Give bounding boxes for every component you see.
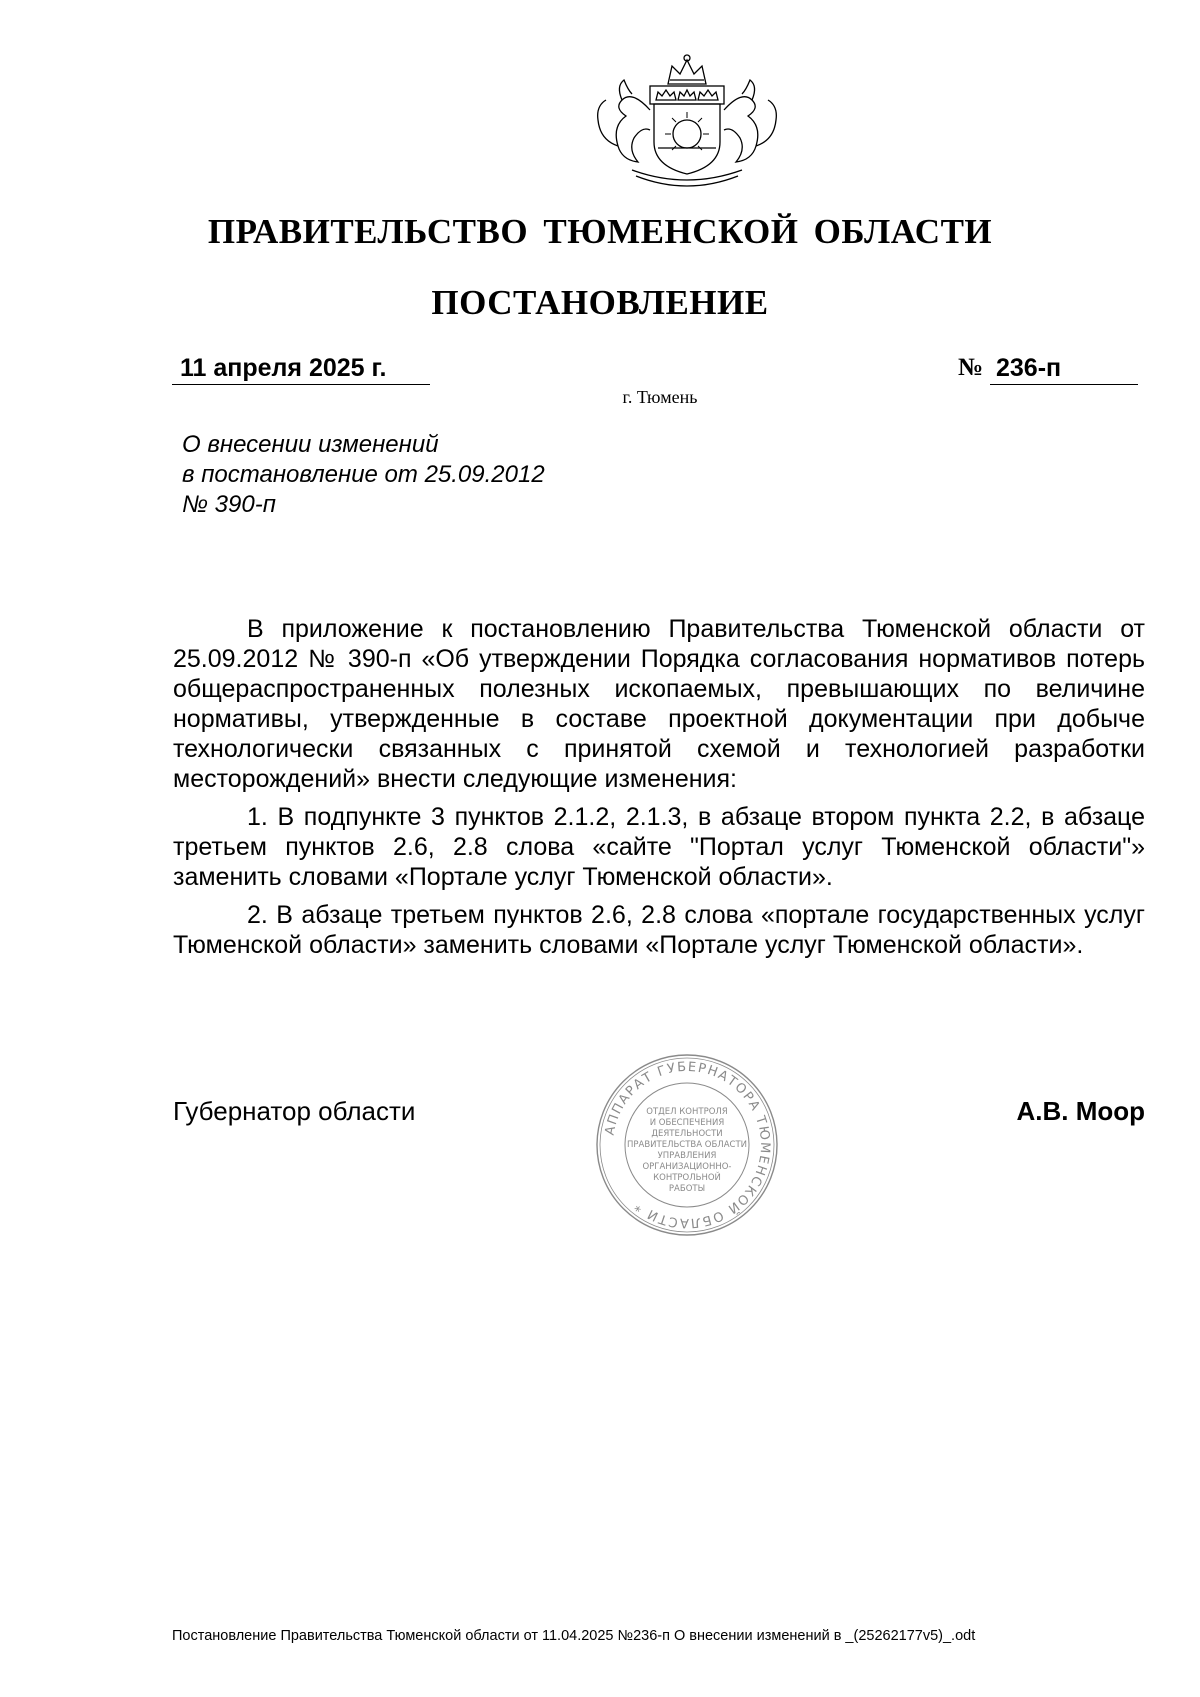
document-date: 11 апреля 2025 г. (180, 354, 387, 382)
stamp-line: РАБОТЫ (668, 1184, 706, 1194)
subject-line: в постановление от 25.09.2012 (182, 461, 545, 488)
document-number: 236-п (996, 354, 1062, 382)
footer-filename: Постановление Правительства Тюменской области от 11.04.2025 №236-п О внесении изменений в _(25262177v5)_.odt (172, 1628, 976, 1644)
stamp-line: ОТДЕЛ КОНТРОЛЯ (646, 1107, 728, 1117)
document-subject (182, 430, 702, 520)
stamp-line: ОРГАНИЗАЦИОННО- (642, 1162, 732, 1172)
subject-line: О внесении изменений (182, 431, 439, 458)
number-sign: № (958, 354, 984, 381)
government-title: ПРАВИТЕЛЬСТВО ТЮМЕНСКОЙ ОБЛАСТИ (207, 212, 993, 251)
stamp-line: ДЕЯТЕЛЬНОСТИ (651, 1129, 723, 1139)
body-paragraph: 2. В абзаце третьем пунктов 2.6, 2.8 слова «портале государственных услуг Тюменской области» заменить словами «Портале услуг Тюменской области». (173, 901, 1145, 959)
official-stamp-icon (594, 1052, 780, 1238)
signatory-position: Губернатор области (173, 1096, 416, 1126)
number-field (990, 354, 1138, 385)
date-field (172, 354, 430, 385)
document-city: г. Тюмень (622, 387, 698, 407)
stamp-line: УПРАВЛЕНИЯ (657, 1151, 717, 1161)
subject-line: № 390-п (182, 491, 276, 518)
stamp-line: КОНТРОЛЬНОЙ (653, 1173, 721, 1183)
stamp-line: ПРАВИТЕЛЬСТВА ОБЛАСТИ (627, 1140, 747, 1150)
tyumen-region-coat-of-arms-icon (592, 50, 782, 190)
document-body (173, 614, 1145, 968)
body-paragraph: В приложение к постановлению Правительства Тюменской области от 25.09.2012 № 390-п «Об утверждении Порядка согласования нормативов потерь общераспространенных полезных ископаемых, превышающих по величине нормативы, утвержденные в составе проектной документации при добыче технологически связанных с принятой схемой и технологией разработки месторождений» внести следующие изменения: (173, 615, 1145, 793)
body-paragraph: 1. В подпункте 3 пунктов 2.1.2, 2.1.3, в абзаце втором пункта 2.2, в абзаце третьем пунктов 2.6, 2.8 слова «сайте "Портал услуг Тюменской области"» заменить словами «Портале услуг Тюменской области». (173, 803, 1145, 891)
document-type: ПОСТАНОВЛЕНИЕ (431, 283, 769, 322)
signatory-name: А.В. Моор (1016, 1096, 1145, 1126)
stamp-outer-text: АППАРАТ ГУБЕРНАТОРА ТЮМЕНСКОЙ ОБЛАСТИ * (602, 1059, 773, 1231)
stamp-line: И ОБЕСПЕЧЕНИЯ (649, 1118, 725, 1128)
